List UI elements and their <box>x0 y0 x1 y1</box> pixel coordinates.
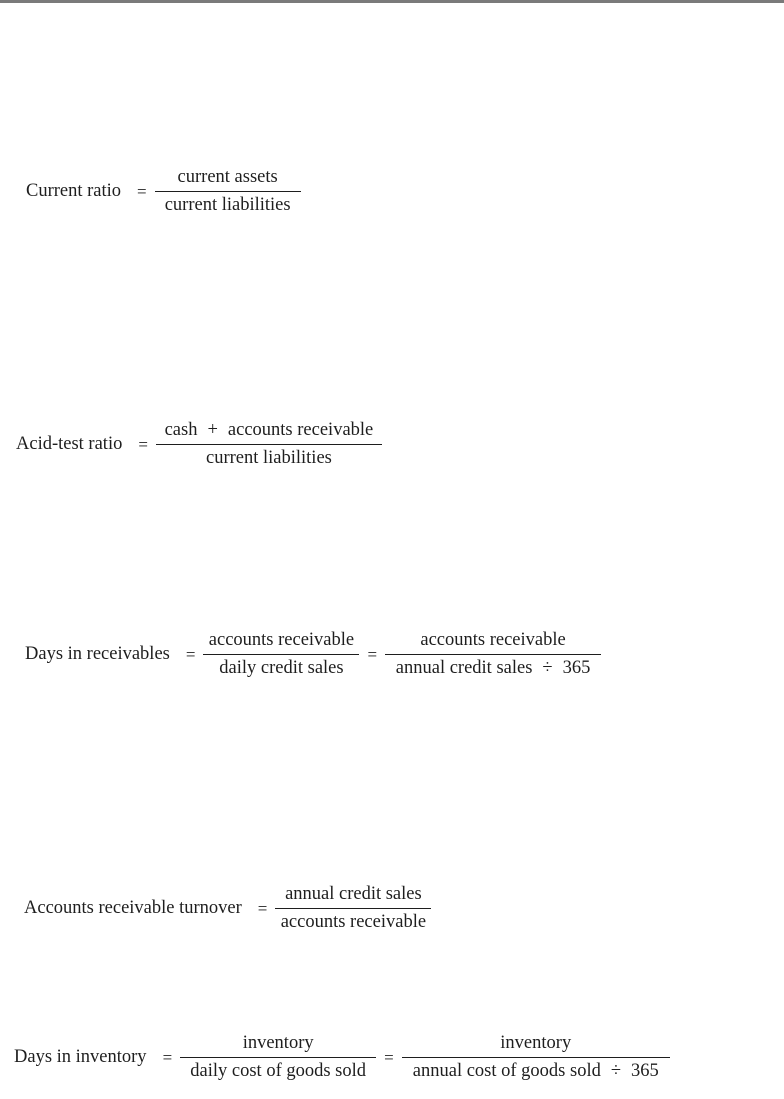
denominator-term: annual cost of goods sold <box>412 1060 601 1081</box>
fraction <box>402 1034 670 1080</box>
equals-sign: = <box>138 434 148 454</box>
numerator: current assets <box>177 167 278 187</box>
fraction <box>275 885 431 931</box>
fraction <box>385 631 601 677</box>
days-in-receivables-formula <box>25 631 601 677</box>
equals-sign: = <box>185 644 196 664</box>
fraction <box>155 168 301 214</box>
fraction <box>156 421 382 467</box>
formula-label: Current ratio <box>26 180 122 201</box>
formula-label: Days in receivables <box>25 643 170 664</box>
divide-operator: ÷ <box>542 657 553 678</box>
accounts-receivable-turnover-formula <box>24 885 431 931</box>
fraction <box>203 631 359 677</box>
formula-label: Days in inventory <box>14 1046 147 1067</box>
top-border <box>0 0 784 3</box>
denominator: current liabilities <box>206 447 332 468</box>
numerator: accounts receivable <box>208 630 355 650</box>
numerator: inventory <box>500 1033 572 1053</box>
numerator: inventory <box>242 1033 314 1053</box>
formula-label: Acid-test ratio <box>16 433 123 454</box>
denominator: current liabilities <box>164 194 291 215</box>
equals-sign: = <box>384 1047 394 1067</box>
plus-operator: + <box>207 420 218 440</box>
numerator-term: accounts receivable <box>227 420 374 440</box>
fraction <box>180 1034 376 1080</box>
numerator: accounts receivable <box>420 630 566 650</box>
denominator-term: annual credit sales <box>395 657 533 678</box>
numerator: annual credit sales <box>285 884 422 904</box>
denominator <box>394 655 593 678</box>
days-in-inventory-formula <box>14 1034 670 1080</box>
denominator: daily credit sales <box>219 657 344 678</box>
current-ratio-formula <box>26 168 301 214</box>
divide-operator: ÷ <box>610 1060 621 1081</box>
numerator <box>163 421 376 444</box>
denominator: accounts receivable <box>280 911 427 932</box>
acid-test-ratio-formula <box>16 421 382 467</box>
equals-sign: = <box>257 898 268 918</box>
denominator: daily cost of goods sold <box>190 1060 367 1081</box>
denominator <box>411 1058 661 1081</box>
formula-label: Accounts receivable turnover <box>24 897 242 918</box>
equals-sign: = <box>162 1047 173 1067</box>
equals-sign: = <box>367 644 378 664</box>
denominator-term: 365 <box>630 1060 659 1081</box>
denominator-term: 365 <box>562 657 591 678</box>
equals-sign: = <box>137 181 147 201</box>
numerator-term: cash <box>164 420 198 440</box>
